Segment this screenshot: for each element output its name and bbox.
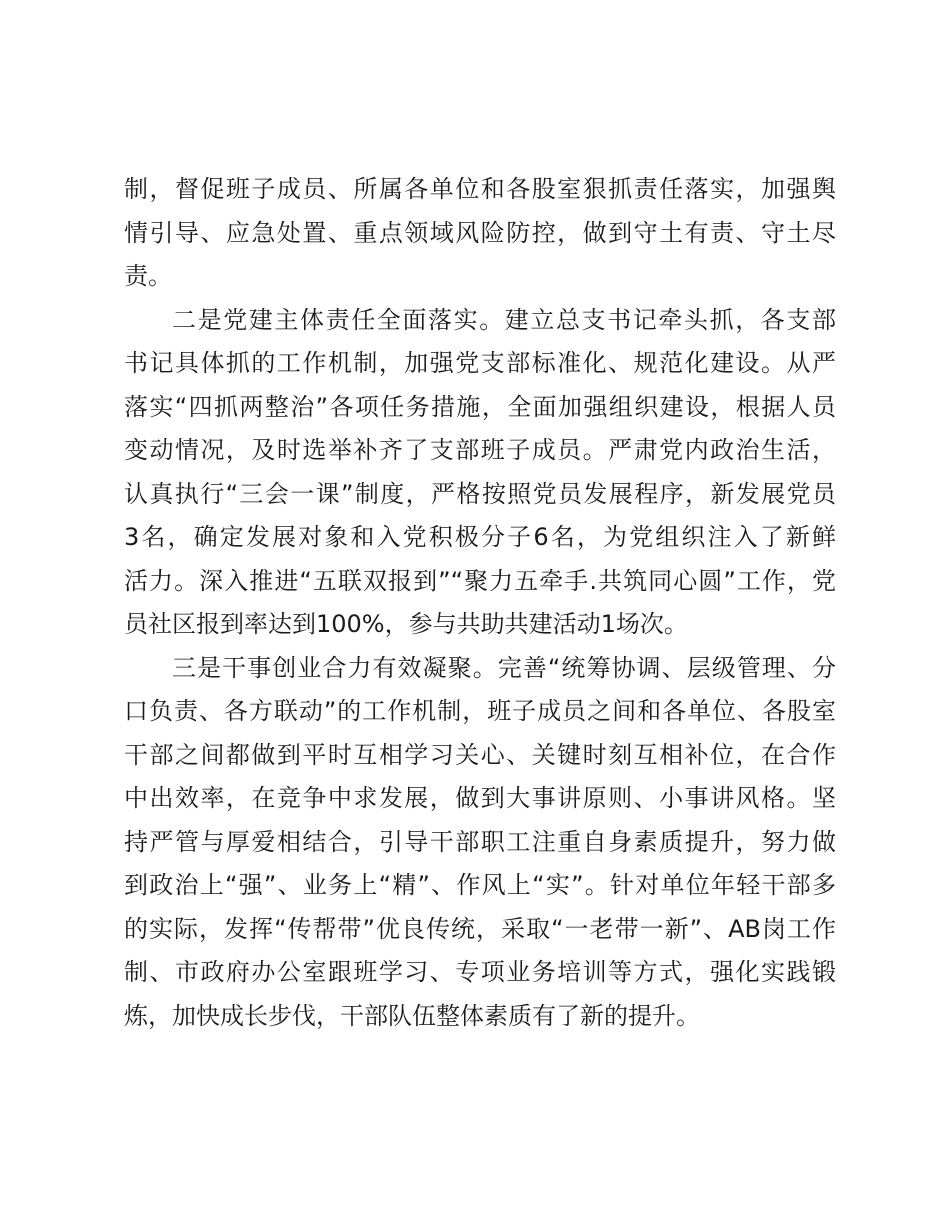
text-line: 制、市政府办公室跟班学习、专项业务培训等方式，强化实践锻 — [124, 958, 836, 986]
text-line: 落实“四抓两整治”各项任务措施，全面加强组织建设，根据人员 — [124, 392, 836, 421]
text-line: 的实际，发挥“传帮带”优良传统，采取“一老带一新”、AB岗工作 — [124, 914, 836, 943]
text-line: 干部之间都做到平时互相学习关心、关键时刻互相补位，在合作 — [124, 740, 836, 769]
paragraph-party-building — [124, 299, 836, 647]
text-line: 变动情况，及时选举补齐了支部班子成员。严肃党内政治生活， — [124, 436, 836, 464]
text-line: 二是党建主体责任全面落实。建立总支书记牵头抓，各支部 — [172, 305, 836, 334]
text-line: 中出效率，在竞争中求发展，做到大事讲原则、小事讲风格。坚 — [124, 784, 836, 812]
text-line: 口负责、各方联动”的工作机制，班子成员之间和各单位、各股室 — [124, 697, 836, 725]
text-line: 员社区报到率达到100%，参与共助共建活动1场次。 — [124, 610, 688, 638]
text-line: 炼，加快成长步伐，干部队伍整体素质有了新的提升。 — [124, 1001, 700, 1030]
paragraph-continuation — [124, 168, 836, 299]
text-line: 认真执行“三会一课”制度，严格按照党员发展程序，新发展党员 — [124, 479, 836, 508]
text-line: 活力。深入推进“五联双报到”“聚力五牵手.共筑同心圆”工作，党 — [124, 566, 836, 595]
text-line: 持严管与厚爱相结合，引导干部职工注重自身素质提升，努力做 — [124, 827, 836, 856]
text-line: 书记具体抓的工作机制，加强党支部标准化、规范化建设。从严 — [124, 349, 836, 377]
paragraph-teamwork — [124, 647, 836, 1039]
text-line: 情引导、应急处置、重点领域风险防控，做到守土有责、守土尽 — [124, 218, 836, 247]
text-line: 三是干事创业合力有效凝聚。完善“统筹协调、层级管理、分 — [172, 653, 836, 682]
text-line: 3名，确定发展对象和入党积极分子6名，为党组织注入了新鲜 — [124, 523, 836, 551]
text-line: 到政治上“强”、业务上“精”、作风上“实”。针对单位年轻干部多 — [124, 871, 836, 899]
text-line: 制，督促班子成员、所属各单位和各股室狠抓责任落实，加强舆 — [124, 175, 836, 203]
text-line: 责。 — [124, 262, 172, 290]
document-body — [124, 168, 836, 1038]
